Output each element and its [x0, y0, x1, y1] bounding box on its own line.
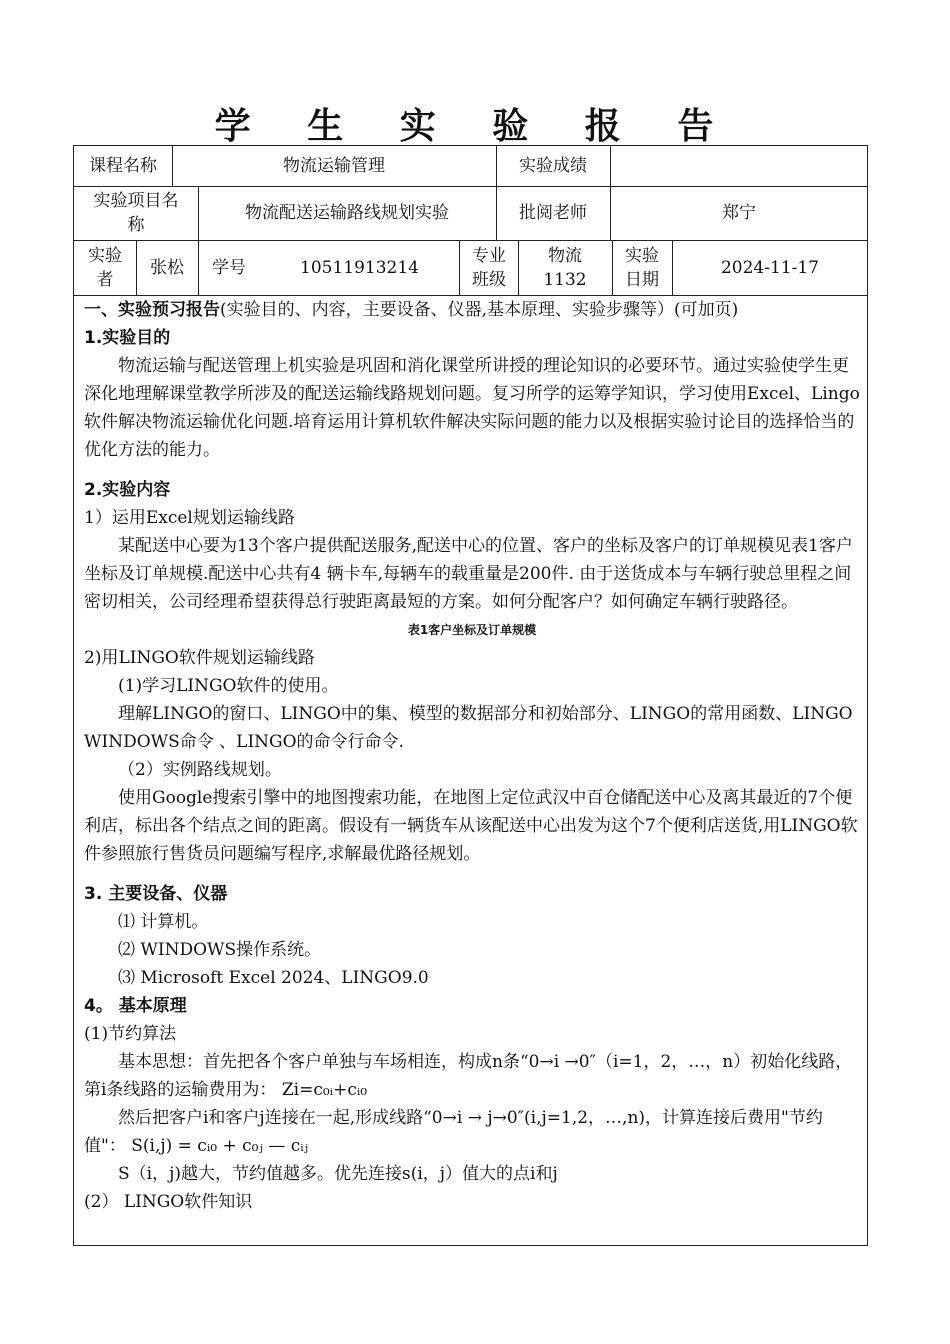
content-sub-2-2: （2）实例路线规划。 [118, 760, 282, 780]
content-sub-2: 2)用LINGO软件规划运输线路 [84, 648, 315, 668]
id-value: 10511913214 [300, 257, 419, 278]
content-sub-2-1: (1)学习LINGO软件的使用。 [118, 676, 339, 696]
grade-value [610, 146, 868, 186]
equipment-title: 3. 主要设备、仪器 [84, 884, 228, 904]
content-paragraph-1: 某配送中心要为13个客户提供配送服务,配送中心的位置、客户的坐标及客户的订单规模见表1客户坐标及订单规模.配送中心共有4 辆卡车,每辆车的载重量是200件. 由于送货成本与车辆行驶总里程之间密切相关，公司经理希望获得总行驶距离最短的方案。如何分配客户？如何确定车辆行驶路径。 [84, 536, 853, 612]
report-body [84, 296, 860, 1216]
principle-paragraph-1: 基本思想：首先把各个客户单独与车场相连，构成n条“0→i →0″（i=1，2，…，n）初始化线路，第i条线路的运输费用为： Zi=c₀ᵢ+cᵢ₀ [84, 1052, 853, 1100]
experimenter-value: 张松 [150, 257, 184, 278]
class-value: 物流1132 [543, 245, 587, 290]
project-label: 实验项目名称 [93, 191, 179, 235]
course-label: 课程名称 [89, 156, 157, 176]
content-paragraph-2: 理解LINGO的窗口、LINGO中的集、模型的数据部分和初始部分、LINGO的常用函数、LINGO WINDOWS命令 、LINGO的命令行命令. [84, 704, 853, 752]
class-label: 专业班级 [472, 245, 506, 290]
col-divider [612, 240, 613, 295]
teacher-value: 郑宁 [722, 203, 756, 223]
project-value: 物流配送运输路线规划实验 [245, 203, 449, 223]
content-title: 2.实验内容 [84, 480, 171, 500]
equipment-item: ⑵ WINDOWS操作系统。 [118, 940, 322, 960]
principle-paragraph-2: 然后把客户i和客户j连接在一起,形成线路“0→i → j→0″(i,j=1,2，…,n)，计算连接后费用"节约值"： S(i,j) = cᵢ₀ + c₀ⱼ — cᵢⱼ [84, 1108, 823, 1156]
col-divider [459, 240, 460, 295]
section-1-heading: 一、实验预习报告(实验目的、内容，主要设备、仪器,基本原理、实验步骤等）(可加页) [84, 300, 739, 320]
date-value: 2024-11-17 [720, 257, 819, 278]
table-caption: 表1客户坐标及订单规模 [407, 623, 537, 637]
equipment-item: ⑶ Microsoft Excel 2024、LINGO9.0 [118, 968, 429, 988]
content-sub-1: 1）运用Excel规划运输线路 [84, 508, 295, 528]
date-label: 实验日期 [625, 245, 659, 290]
equipment-item: ⑴ 计算机。 [118, 912, 209, 932]
principle-title: 4。 基本原理 [84, 996, 187, 1016]
purpose-title: 1.实验目的 [84, 328, 171, 348]
principle-sub-2: (2） LINGO软件知识 [84, 1192, 253, 1212]
teacher-label: 批阅老师 [519, 203, 587, 223]
page-title: 学 生 实 验 报 告 [214, 105, 736, 147]
experimenter-label: 实验者 [88, 245, 122, 290]
id-label: 学号 [212, 257, 246, 278]
grade-label: 实验成绩 [519, 156, 587, 176]
principle-paragraph-3: S（i，j)越大，节约值越多。优先连接s(i，j）值大的点i和j [118, 1164, 558, 1184]
purpose-paragraph: 物流运输与配送管理上机实验是巩固和消化课堂所讲授的理论知识的必要环节。通过实验使学生更深化地理解课堂教学所涉及的配送运输线路规划问题。复习所学的运筹学知识，学习使用Excel、Lingo软件解决物流运输优化问题.培育运用计算机软件解决实际问题的能力以及根据实验讨论目的选择恰当的优化方法的能力。 [84, 356, 860, 460]
principle-sub-1: (1)节约算法 [84, 1024, 177, 1044]
content-paragraph-3: 使用Google搜索引擎中的地图搜索功能，在地图上定位武汉中百仓储配送中心及离其最近的7个便利店，标出各个结点之间的距离。假设有一辆货车从该配送中心出发为这个7个便利店送货,用LINGO软件参照旅行售货员问题编写程序,求解最优路径规划。 [84, 788, 858, 864]
col-divider [518, 240, 519, 295]
course-value: 物流运输管理 [283, 156, 385, 176]
